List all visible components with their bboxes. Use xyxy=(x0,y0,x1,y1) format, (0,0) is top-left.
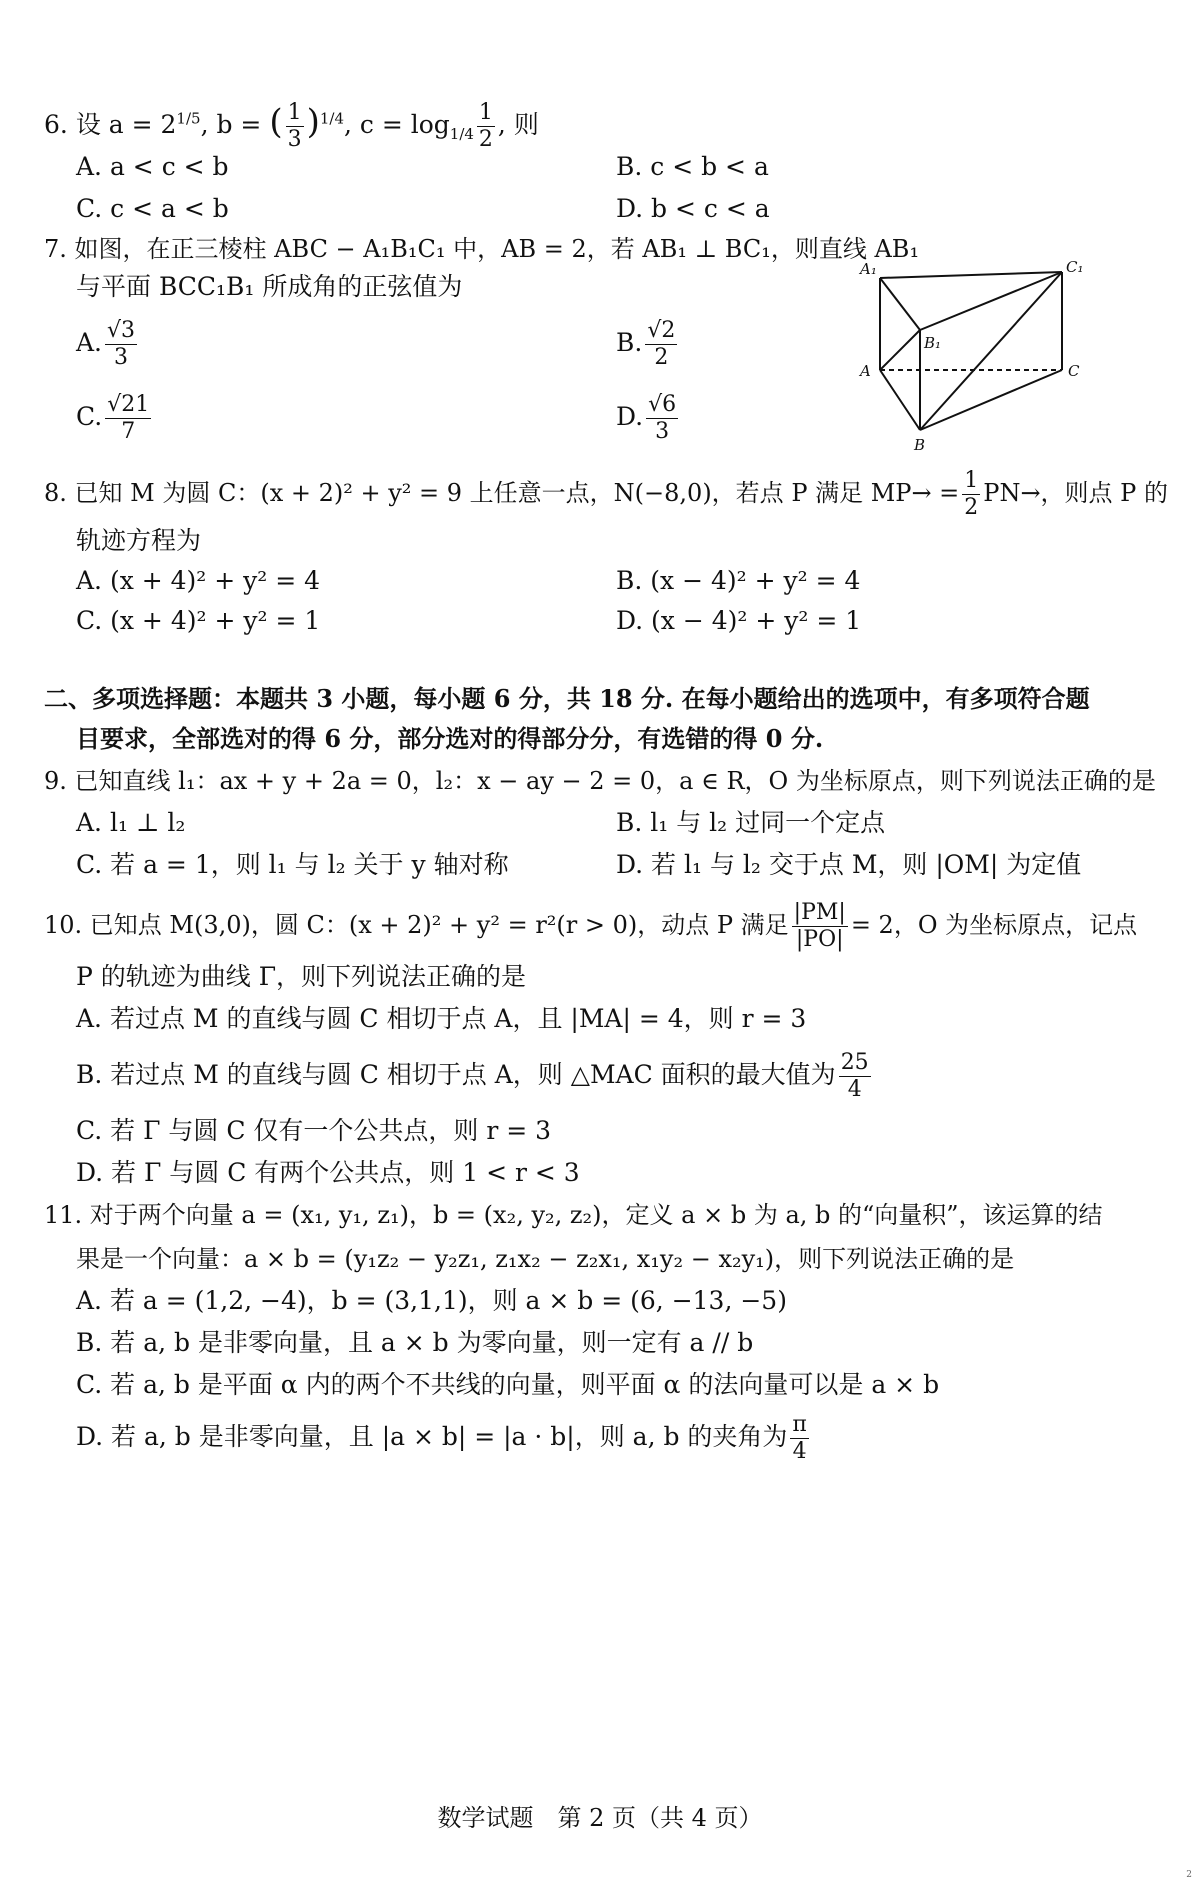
q7-option-a: A. $\frac{√3}{3}$ xyxy=(76,318,136,370)
label-b: B xyxy=(914,436,926,454)
q7-option-d: D. $\frac{√6}{3}$ xyxy=(616,392,677,444)
q11-option-c: C. 若 a, b 是平面 α 内的两个不共线的向量，则平面 α 的法向量可以是 a × b xyxy=(76,1370,940,1399)
q6-stem: 6. 设 $a = 2^{1/5}$, b = ( $\frac{1}{3}$ )$^{1/4}$, $c = \log_{1/4}$ $\frac{1}{2}$ , 则 xyxy=(44,100,539,152)
q8-option-a: A. (x + 4)² + y² = 4 xyxy=(76,566,321,595)
q6-option-a: A. a < c < b xyxy=(76,152,229,181)
section2-heading-line2: 目要求，全部选对的得 6 分，部分选对的得部分分，有选错的得 0 分. xyxy=(76,724,824,753)
q6-option-d: D. b < c < a xyxy=(616,194,770,223)
label-a1: A₁ xyxy=(860,260,877,278)
label-a: A xyxy=(860,362,871,380)
q9-option-a: A. l₁ ⊥ l₂ xyxy=(76,808,186,837)
label-c: C xyxy=(1068,362,1080,380)
q8-stem-line2: 轨迹方程为 xyxy=(76,526,202,555)
q6-c-def: , c = log xyxy=(343,110,450,139)
label-c1: C₁ xyxy=(1066,258,1084,276)
segment-ab1 xyxy=(880,330,920,370)
segment-bc1 xyxy=(920,272,1062,430)
q10-option-c: C. 若 Γ 与圆 C 仅有一个公共点，则 r = 3 xyxy=(76,1116,552,1145)
q7-stem-line1: 7. 如图，在正三棱柱 ABC − A₁B₁C₁ 中，AB = 2，若 AB₁ ⊥ BC₁，则直线 AB₁ xyxy=(44,235,920,263)
edge-bc xyxy=(920,370,1062,430)
q6-b-def: , b = xyxy=(200,110,270,139)
q9-option-b: B. l₁ 与 l₂ 过同一个定点 xyxy=(616,808,886,837)
q6-option-c: C. c < a < b xyxy=(76,194,229,223)
q8-option-d: D. (x − 4)² + y² = 1 xyxy=(616,606,862,635)
page-number: 2 xyxy=(1186,1870,1192,1880)
q6-option-b: B. c < b < a xyxy=(616,152,769,181)
page-footer: 数学试题 第 2 页（共 4 页） xyxy=(437,1804,763,1832)
q7-option-b: B. $\frac{√2}{2}$ xyxy=(616,318,676,370)
q11-stem-line1: 11. 对于两个向量 a = (x₁, y₁, z₁)，b = (x₂, y₂, z₂)，定义 a × b 为 a, b 的“向量积”，该运算的结 xyxy=(44,1201,1103,1229)
edge-ab xyxy=(880,370,920,430)
q6-log-base: 1/4 xyxy=(449,125,474,143)
section2-heading-line1: 二、多项选择题：本题共 3 小题，每小题 6 分，共 18 分. 在每小题给出的选项中，有多项符合题 xyxy=(44,684,1090,713)
q10-option-d: D. 若 Γ 与圆 C 有两个公共点，则 1 < r < 3 xyxy=(76,1158,580,1187)
q11-option-a: A. 若 a = (1,2, −4)，b = (3,1,1)，则 a × b = (6, −13, −5) xyxy=(76,1286,787,1315)
q10-stem-line2: P 的轨迹为曲线 Γ，则下列说法正确的是 xyxy=(76,962,527,991)
q6-b-fraction: $\frac{1}{3}$ xyxy=(287,100,302,152)
q11-option-b: B. 若 a, b 是非零向量，且 a × b 为零向量，则一定有 a // b xyxy=(76,1328,754,1357)
edge-a1b1 xyxy=(880,278,920,330)
q11-option-d: D. 若 a, b 是非零向量，且 |a × b| = |a · b|，则 a, b 的夹角为 $\frac{\pi}{4}$ xyxy=(76,1412,807,1464)
q8-option-c: C. (x + 4)² + y² = 1 xyxy=(76,606,321,635)
q8-option-b: B. (x − 4)² + y² = 4 xyxy=(616,566,861,595)
q7-option-c: C. $\frac{√21}{7}$ xyxy=(76,392,150,444)
q9-option-c: C. 若 a = 1，则 l₁ 与 l₂ 关于 y 轴对称 xyxy=(76,850,509,879)
q6-a-exponent: 1/5 xyxy=(176,109,201,128)
q11-stem-line2: 果是一个向量：a × b = (y₁z₂ − y₂z₁, z₁x₂ − z₂x₁, x₁y₂ − x₂y₁)，则下列说法正确的是 xyxy=(76,1245,1015,1273)
q9-stem: 9. 已知直线 l₁：ax + y + 2a = 0，l₂：x − ay − 2 = 0，a ∈ R，O 为坐标原点，则下列说法正确的是 xyxy=(44,767,1156,795)
label-b1: B₁ xyxy=(924,334,942,352)
q8-stem-line1: 8. 已知 M 为圆 C：(x + 2)² + y² = 9 上任意一点，N(−8,0)，若点 P 满足 MP→ = $\frac{1}{2}$ PN→，则点 P 的 xyxy=(44,468,1168,520)
q6-b-exponent: 1/4 xyxy=(319,109,344,128)
q6-number: 6. xyxy=(44,110,68,139)
edge-a1c1 xyxy=(880,272,1062,278)
q10-stem-line1: 10. 已知点 M(3,0)，圆 C：(x + 2)² + y² = r²(r > 0)，动点 P 满足 $\frac{|PM|}{|PO|}$ = 2，O 为坐标原点，记点 xyxy=(44,900,1138,952)
q6-c-fraction: $\frac{1}{2}$ xyxy=(478,100,493,152)
q9-option-d: D. 若 l₁ 与 l₂ 交于点 M，则 |OM| 为定值 xyxy=(616,850,1082,879)
edge-b1c1 xyxy=(920,272,1062,330)
q6-a-def: 设 a = 2 xyxy=(75,110,177,139)
q10-option-b: B. 若过点 M 的直线与圆 C 相切于点 A，则 △MAC 面积的最大值为 $\frac{25}{4}$ xyxy=(76,1050,869,1102)
q10-option-a: A. 若过点 M 的直线与圆 C 相切于点 A，且 |MA| = 4，则 r = 3 xyxy=(76,1004,807,1033)
q7-stem-line2: 与平面 BCC₁B₁ 所成角的正弦值为 xyxy=(76,272,463,301)
